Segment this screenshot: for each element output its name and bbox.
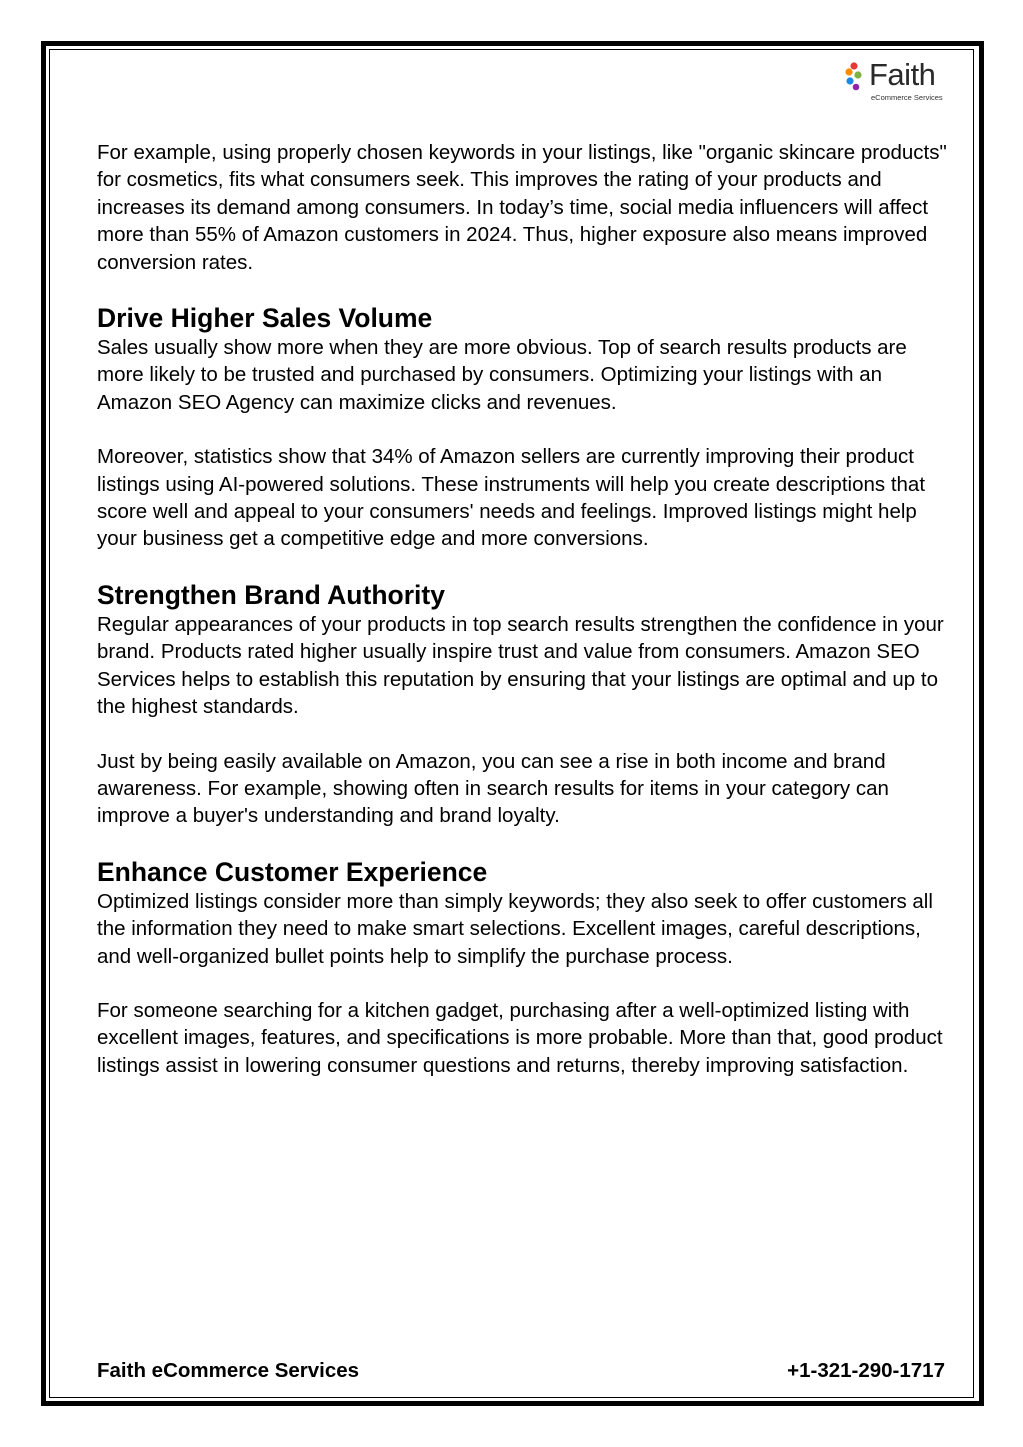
- logo-subtitle: eCommerce Services: [871, 93, 943, 102]
- faith-logo: [845, 57, 960, 102]
- intro-paragraph: For example, using properly chosen keywords in your listings, like "organic skincare products" for cosmetics, fits what consumers seek. This improves the rating of your products and increases its demand among consumers. In today’s time, social media influencers will affect more than 55% of Amazon customers in 2024. Thus, higher exposure also means improved conversion rates.: [97, 141, 947, 274]
- flower-logo-icon: [845, 60, 871, 96]
- sales-paragraph-2: Moreover, statistics show that 34% of Amazon sellers are currently improving their product listings using AI-powered solutions. These instruments will help you create descriptions that score well and appeal to your consumers' needs and feelings. Improved listings might help your business get a competitive edge and more conversions.: [97, 445, 926, 551]
- document-body: [97, 139, 947, 1106]
- heading-customer-experience: Enhance Customer Experience: [97, 856, 488, 887]
- experience-paragraph-2: For someone searching for a kitchen gadget, purchasing after a well-optimized listing with excellent images, features, and specifications is more probable. More than that, good product listings assist in lowering consumer questions and returns, thereby improving satisfaction.: [97, 998, 943, 1077]
- brand-paragraph-1: Regular appearances of your products in top search results strengthen the confidence in your brand. Products rated higher usually inspire trust and value from consumers. Amazon SEO Services helps to establish this reputation by ensuring that your listings are optimal and up to the highest standards.: [97, 612, 944, 719]
- heading-drive-sales: Drive Higher Sales Volume: [97, 303, 433, 334]
- experience-paragraph-1: Optimized listings consider more than simply keywords; they also seek to offer customers all the information they need to make smart selections. Excellent images, careful descriptions, and well-organized bullet points help to simplify the purchase process.: [97, 889, 933, 968]
- sales-paragraph-1: Sales usually show more when they are more obvious. Top of search results products are more likely to be trusted and purchased by consumers. Optimizing your listings with an Amazon SEO Agency can maximize clicks and revenues.: [97, 336, 907, 414]
- brand-paragraph-2: Just by being easily available on Amazon, you can see a rise in both income and brand awareness. For example, showing often in search results for items in your category can improve a buyer's understanding and brand loyalty.: [97, 749, 889, 828]
- heading-brand-authority: Strengthen Brand Authority: [97, 579, 445, 610]
- logo-wordmark: Faith: [869, 57, 936, 92]
- logo-petal-purple: [853, 84, 860, 91]
- logo-petal-green: [854, 71, 861, 78]
- footer-phone: +1-321-290-1717: [787, 1359, 945, 1382]
- logo-petal-orange: [845, 68, 852, 75]
- footer-company: Faith eCommerce Services: [97, 1359, 360, 1382]
- logo-petal-blue: [846, 77, 853, 84]
- logo-petal-red: [850, 62, 857, 69]
